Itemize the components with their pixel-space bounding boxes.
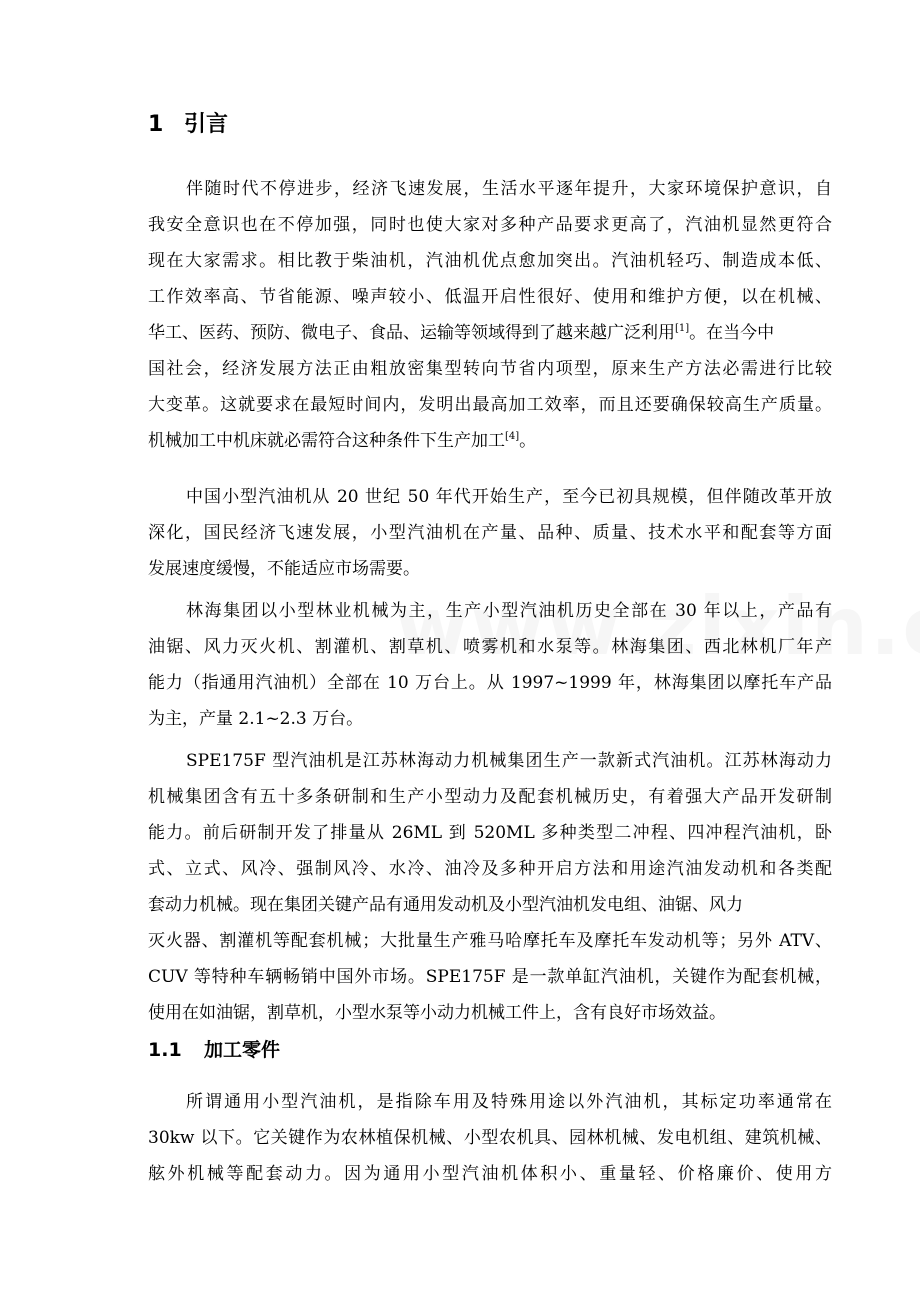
paragraph-line: 所谓通用小型汽油机，是指除车用及特殊用途以外汽油机，其标定功率通常在 <box>186 1092 832 1112</box>
paragraph-line: 使用在如油锯，割草机，小型水泵等小动力机械工件上，含有良好市场效益。 <box>148 1003 726 1023</box>
line-text: 。在当今中 <box>689 323 775 343</box>
paragraph-line: 能力。前后研制开发了排量从 26ML 到 520ML 多种类型二冲程、四冲程汽油机，卧 <box>148 823 832 843</box>
paragraph-line: CUV 等特种车辆畅销中国外市场。SPE175F 是一款单缸汽油机，关键作为配套机械， <box>148 967 832 987</box>
paragraph-line: 式、立式、风冷、强制风冷、水冷、油冷及多种开启方法和用途汽油发动机和各类配 <box>148 859 832 879</box>
paragraph-line: 大变革。这就要求在最短时间内，发明出最高加工效率，而且还要确保较高生产质量。 <box>148 395 832 415</box>
paragraph-line: 林海集团以小型林业机械为主，生产小型汽油机历史全部在 30 年以上，产品有 <box>186 601 832 621</box>
paragraph-line <box>148 427 832 455</box>
section-title: 引言 <box>184 112 229 137</box>
paragraph-line: 发展速度缓慢，不能适应市场需要。 <box>148 559 420 579</box>
paragraph-line: 中国小型汽油机从 20 世纪 50 年代开始生产，至今已初具规模，但伴随改革开放 <box>186 487 832 507</box>
paragraph-line: 伴随时代不停进步，经济飞速发展，生活水平逐年提升，大家环境保护意识，自 <box>186 179 832 199</box>
paragraph-line: 我安全意识也在不停加强，同时也使大家对多种产品要求更高了，汽油机显然更符合 <box>148 215 832 235</box>
paragraph-line: 能力（指通用汽油机）全部在 10 万台上。从 1997~1999 年，林海集团以摩托车产品 <box>148 673 832 693</box>
paragraph-line <box>148 319 832 347</box>
line-text: 机械加工中机床就必需符合这种条件下生产加工 <box>148 431 505 451</box>
paragraph-line: 深化，国民经济飞速发展，小型汽油机在产量、品种、质量、技术水平和配套等方面 <box>148 523 832 543</box>
section-number: 1 <box>148 112 164 137</box>
paragraph-line: 国社会，经济发展方法正由粗放密集型转向节省内项型，原来生产方法必需进行比较 <box>148 359 832 379</box>
subsection-title: 加工零件 <box>204 1039 281 1061</box>
paragraph-line: 油锯、风力灭火机、割灌机、割草机、喷雾机和水泵等。林海集团、西北林机厂年产 <box>148 637 832 657</box>
citation: [4] <box>505 431 520 442</box>
paragraph-line: 为主，产量 2.1~2.3 万台。 <box>148 709 364 729</box>
subsection-number: 1.1 <box>148 1039 182 1061</box>
paragraph-line: 灭火器、割灌机等配套机械；大批量生产雅马哈摩托车及摩托车发动机等；另外 ATV、 <box>148 931 832 951</box>
paragraph-line: 机械集团含有五十多条研制和生产小型动力及配套机械历史，有着强大产品开发研制 <box>148 787 832 807</box>
citation: [1] <box>675 323 690 334</box>
paragraph-line: 工作效率高、节省能源、噪声较小、低温开启性很好、使用和维护方便，以在机械、 <box>148 287 832 307</box>
paragraph-line: 30kw 以下。它关键作为农林植保机械、小型农机具、园林机械、发电机组、建筑机械、 <box>148 1128 832 1148</box>
paragraph-line: 现在大家需求。相比教于柴油机，汽油机优点愈加突出。汽油机轻巧、制造成本低、 <box>148 251 832 271</box>
paragraph-line: 套动力机械。现在集团关键产品有通用发动机及小型汽油机发电组、油锯、风力 <box>148 895 743 915</box>
line-text: 华工、医药、预防、微电子、食品、运输等领域得到了越来越广泛利用 <box>148 323 675 343</box>
paragraph-line: SPE175F 型汽油机是江苏林海动力机械集团生产一款新式汽油机。江苏林海动力 <box>186 751 832 771</box>
paragraph-line: 舷外机械等配套动力。因为通用小型汽油机体积小、重量轻、价格廉价、使用方 <box>148 1164 832 1184</box>
section-heading <box>148 108 228 142</box>
subsection-heading <box>148 1035 280 1065</box>
line-text: 。 <box>519 431 537 451</box>
